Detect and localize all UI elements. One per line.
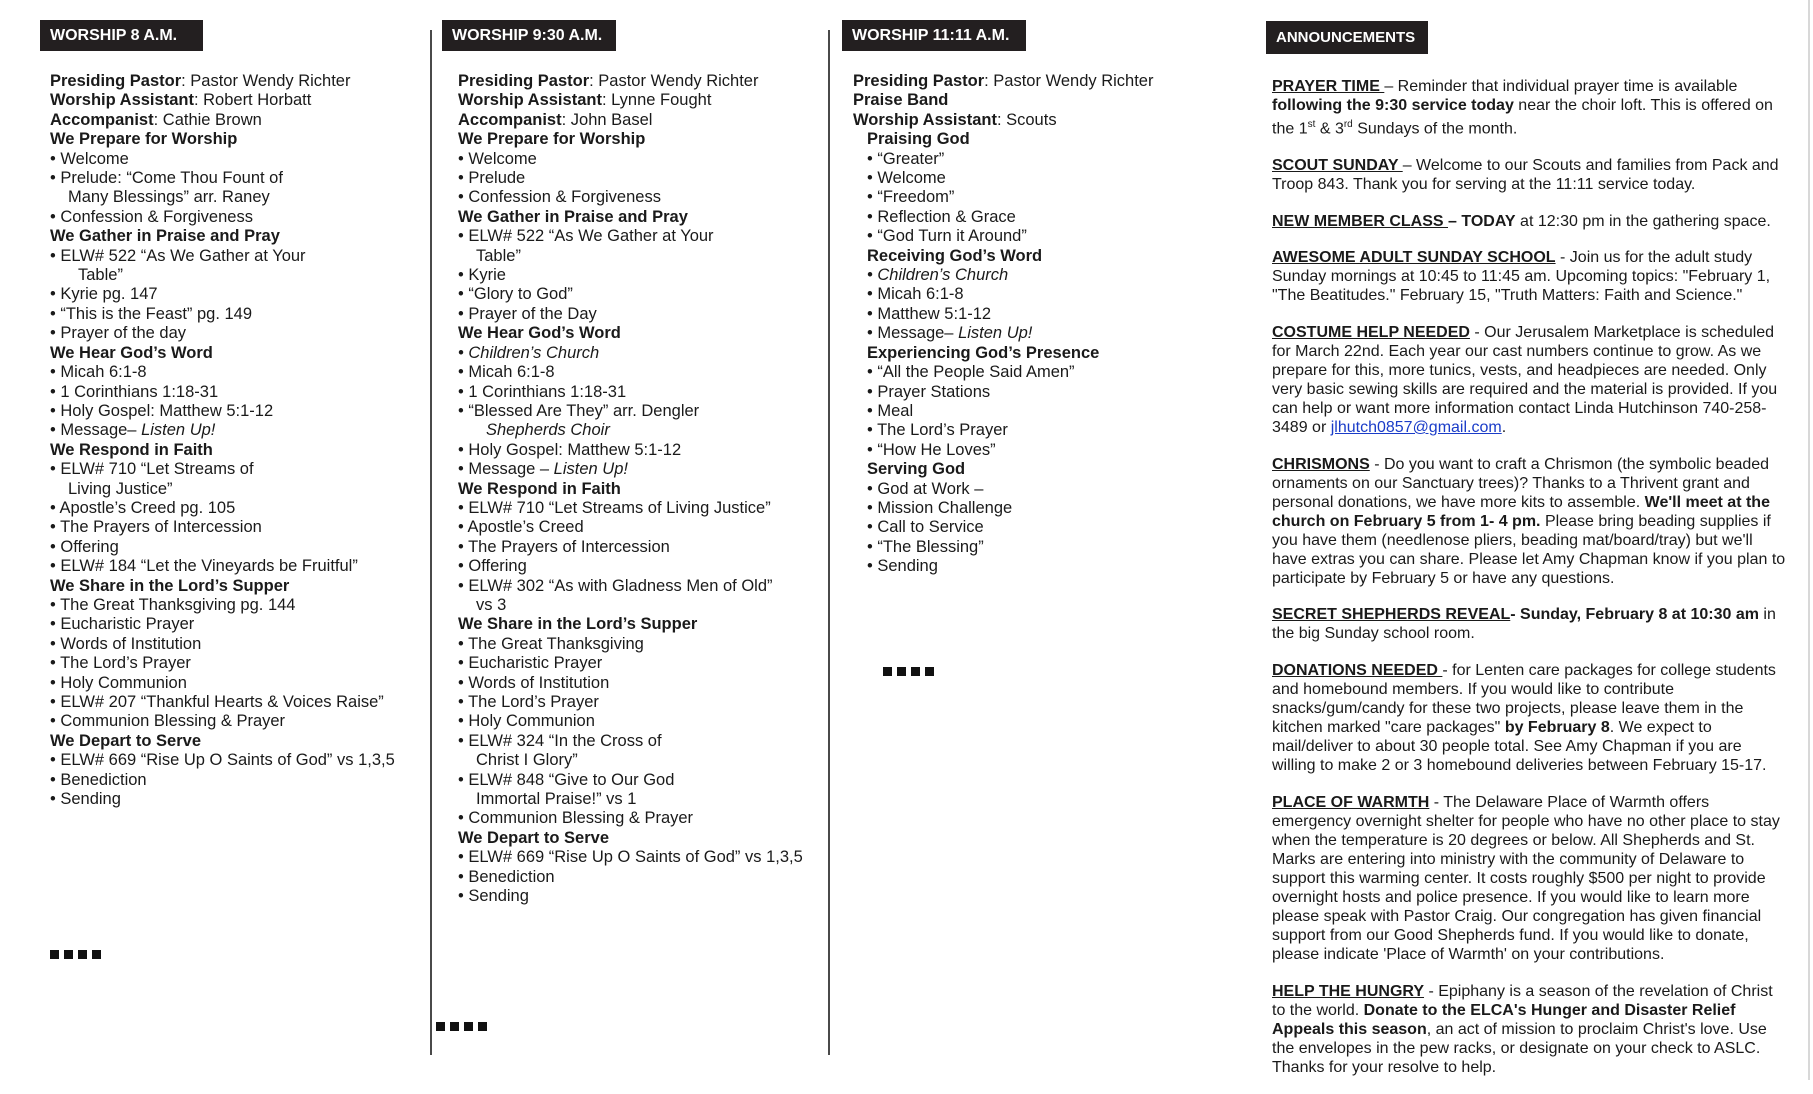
end-marker bbox=[883, 667, 934, 676]
section-title: We Depart to Serve bbox=[50, 731, 201, 750]
list-item-continued: Shepherds Choir bbox=[486, 421, 610, 440]
announcement-help-the-hungry: HELP THE HUNGRY - Epiphany is a season of the revelation of Christ to the world. Donate to the ELCA's Hunger and Disaster Relief Appeals this season, an act of mission to proclaim Christ's love. Use the envelopes in the pew racks, or designate on your check to ASLC. Thanks for your resolve to help. bbox=[1272, 982, 1773, 1076]
list-item: • Benediction bbox=[50, 770, 147, 789]
list-item: • The Prayers of Intercession bbox=[50, 518, 262, 537]
end-marker bbox=[50, 950, 101, 959]
list-item-continued: vs 3 bbox=[476, 595, 507, 614]
list-item: • Prayer Stations bbox=[867, 382, 991, 401]
section-title: We Hear God’s Word bbox=[458, 324, 621, 343]
announcement-prayer-time: PRAYER TIME – Reminder that individual prayer time is available following the 9:30 service today near the choir loft. This is offered on the 1st & 3rd Sundays of the month. bbox=[1272, 78, 1773, 138]
assistant-value: : Lynne Fought bbox=[601, 91, 712, 110]
column-divider bbox=[828, 30, 830, 1055]
praise-band-label: Praise Band bbox=[853, 91, 949, 110]
announcement-place-of-warmth: PLACE OF WARMTH - The Delaware Place of Warmth offers emergency overnight shelter for people who have no other place to stay when the temperature is 20 degrees or below. All Shepherds and St. Marks are entering into ministry with the community of Delaware to support this warming center. It costs roughly $500 per night to provide overnight hosts and police presence. If you would like to learn more please speak with Pastor Craig. Our congregation has given financial support from our Good Shepherds fund. If you would like to donate, please indicate 'Place of Warmth' on your contributions. bbox=[1272, 793, 1780, 964]
presiding-value: : Pastor Wendy Richter bbox=[181, 72, 351, 90]
section-title: We Depart to Serve bbox=[458, 828, 609, 847]
list-item: • Meal bbox=[867, 401, 914, 420]
list-item: • Kyrie pg. 147 bbox=[50, 285, 158, 304]
list-item: • ELW# 710 “Let Streams of Living Justice” bbox=[458, 498, 771, 517]
announcements-header: ANNOUNCEMENTS bbox=[1266, 21, 1428, 54]
list-item: • Communion Blessing & Prayer bbox=[458, 809, 694, 828]
list-item: • “How He Loves” bbox=[867, 440, 996, 459]
end-marker bbox=[436, 1022, 487, 1031]
list-item: • Mission Challenge bbox=[867, 498, 1013, 517]
list-item: • Children’s Church bbox=[867, 266, 1009, 285]
announcements-column bbox=[1272, 77, 1787, 1094]
list-item: • Confession & Forgiveness bbox=[50, 207, 253, 226]
list-item: • Holy Communion bbox=[50, 673, 187, 692]
assistant-label: Worship Assistant bbox=[458, 91, 602, 110]
presiding-value: : Pastor Wendy Richter bbox=[984, 72, 1154, 90]
list-item: • Offering bbox=[458, 557, 527, 576]
page-edge bbox=[1808, 0, 1810, 1080]
list-item: • Confession & Forgiveness bbox=[458, 188, 661, 207]
list-item: • “Greater” bbox=[867, 149, 945, 168]
list-item: • Call to Service bbox=[867, 518, 984, 537]
list-item: • God at Work – bbox=[867, 479, 984, 498]
presiding-label: Presiding Pastor bbox=[50, 72, 182, 90]
list-item: • Prelude: “Come Thou Fount of bbox=[50, 169, 283, 188]
list-item: • Eucharistic Prayer bbox=[458, 654, 603, 673]
list-item: • Holy Communion bbox=[458, 712, 595, 731]
announcement-secret-shepherds: SECRET SHEPHERDS REVEAL- Sunday, February 8 at 10:30 am in the big Sunday school room. bbox=[1272, 606, 1776, 643]
list-item: • Matthew 5:1-12 bbox=[867, 304, 992, 323]
section-title: Receiving God’s Word bbox=[867, 246, 1043, 265]
assistant-label: Worship Assistant bbox=[853, 110, 997, 129]
assistant-label: Worship Assistant bbox=[50, 91, 194, 110]
announcement-adult-sunday-school: AWESOME ADULT SUNDAY SCHOOL - Join us for the adult study Sunday mornings at 10:45 to 11:45 am. Upcoming topics: "February 1, "The Beatitudes." February 15, "Truth Matters: Faith and Science." bbox=[1272, 249, 1771, 305]
list-item: • Welcome bbox=[458, 149, 537, 168]
section-title: We Share in the Lord’s Supper bbox=[50, 576, 290, 595]
list-item: • ELW# 522 “As We Gather at Your bbox=[458, 227, 714, 246]
list-item: • Message– Listen Up! bbox=[867, 324, 1033, 343]
list-item: • Communion Blessing & Prayer bbox=[50, 712, 286, 731]
list-item: • Benediction bbox=[458, 867, 555, 886]
list-item: • Welcome bbox=[50, 149, 129, 168]
list-item: • Sending bbox=[867, 557, 938, 576]
email-link[interactable]: jlhutch0857@gmail.com bbox=[1330, 418, 1502, 436]
worship-930am-header: WORSHIP 9:30 A.M. bbox=[442, 20, 616, 51]
list-item: • “This is the Feast” pg. 149 bbox=[50, 304, 253, 323]
section-title: We Prepare for Worship bbox=[50, 130, 238, 149]
list-item: • Prayer of the Day bbox=[458, 304, 597, 323]
list-item: • Holy Gospel: Matthew 5:1-12 bbox=[50, 401, 274, 420]
list-item: • The Lord’s Prayer bbox=[867, 421, 1008, 440]
list-item: • Holy Gospel: Matthew 5:1-12 bbox=[458, 440, 682, 459]
list-item: • “Blessed Are They” arr. Dengler bbox=[458, 401, 700, 420]
list-item: • 1 Corinthians 1:18-31 bbox=[458, 382, 627, 401]
list-item: • The Great Thanksgiving pg. 144 bbox=[50, 595, 296, 614]
worship-930am-column bbox=[458, 72, 828, 906]
list-item: • The Lord’s Prayer bbox=[50, 654, 191, 673]
column-divider bbox=[430, 30, 432, 1055]
list-item: • Offering bbox=[50, 537, 119, 556]
accompanist-label: Accompanist bbox=[50, 110, 154, 129]
section-title: Praising God bbox=[867, 130, 970, 149]
list-item: • Children’s Church bbox=[458, 343, 600, 362]
list-item: • “Freedom” bbox=[867, 188, 955, 207]
presiding-value: : Pastor Wendy Richter bbox=[589, 72, 759, 90]
accompanist-label: Accompanist bbox=[458, 110, 562, 129]
list-item: • “The Blessing” bbox=[867, 537, 984, 556]
list-item: • ELW# 522 “As We Gather at Your bbox=[50, 246, 306, 265]
worship-1111am-header: WORSHIP 11:11 A.M. bbox=[842, 20, 1026, 51]
list-item: • Sending bbox=[458, 887, 529, 906]
list-item: • The Prayers of Intercession bbox=[458, 537, 670, 556]
list-item-continued: Immortal Praise!” vs 1 bbox=[476, 790, 637, 809]
section-title: We Gather in Praise and Pray bbox=[50, 227, 280, 246]
worship-8am-header: WORSHIP 8 A.M. bbox=[40, 20, 203, 51]
list-item: • Eucharistic Prayer bbox=[50, 615, 195, 634]
list-item: • ELW# 710 “Let Streams of bbox=[50, 460, 254, 479]
list-item: • “Glory to God” bbox=[458, 285, 573, 304]
worship-8am-column bbox=[50, 72, 420, 809]
list-item: • Sending bbox=[50, 790, 121, 809]
announcement-costume-help: COSTUME HELP NEEDED - Our Jerusalem Marketplace is scheduled for March 22nd. Each year our cast numbers continue to grow. As we prepare for this, more tunics, vests, and headpieces are needed. Only very basic sewing skills are required and the material is provided. If you can help or want more information contact Linda Hutchinson 740-258-3489 or jlhutch0857@gmail.com. bbox=[1272, 323, 1778, 436]
list-item: • Words of Institution bbox=[50, 634, 202, 653]
list-item: • ELW# 669 “Rise Up O Saints of God” vs 1,3,5 bbox=[50, 751, 395, 770]
section-title: We Hear God’s Word bbox=[50, 343, 213, 362]
list-item-continued: Living Justice” bbox=[68, 479, 173, 498]
section-title: Serving God bbox=[867, 460, 966, 479]
list-item: • Apostle’s Creed bbox=[458, 518, 584, 537]
list-item: • Reflection & Grace bbox=[867, 207, 1016, 226]
accompanist-value: : Cathie Brown bbox=[153, 110, 262, 129]
list-item-continued: Christ I Glory” bbox=[476, 751, 578, 770]
presiding-label: Presiding Pastor bbox=[458, 72, 590, 90]
list-item: • Prelude bbox=[458, 169, 526, 188]
list-item-continued: Table” bbox=[78, 266, 123, 285]
list-item: • Prayer of the day bbox=[50, 324, 187, 343]
section-title: We Prepare for Worship bbox=[458, 130, 646, 149]
list-item: • “God Turn it Around” bbox=[867, 227, 1027, 246]
list-item: • 1 Corinthians 1:18-31 bbox=[50, 382, 219, 401]
announcement-chrismons: CHRISMONS - Do you want to craft a Chrismon (the symbolic beaded ornaments on our Sanctuary trees)? Thanks to a Thrivent grant and personal donations, we have more kits to assemble. We'll meet at the church on February 5 from 1- 4 pm. Please bring beading supplies if you have them (needlenose pliers, beading mat/board/tray) but we'll have extras you can share. Please let Amy Chapman know if you plan to participate by February 5 or have any questions. bbox=[1272, 455, 1786, 587]
list-item: • The Great Thanksgiving bbox=[458, 634, 644, 653]
list-item: • Welcome bbox=[867, 169, 946, 188]
section-title: Experiencing God’s Presence bbox=[867, 343, 1100, 362]
assistant-value: : Scouts bbox=[996, 110, 1057, 129]
list-item: • Apostle’s Creed pg. 105 bbox=[50, 498, 236, 517]
list-item: • ELW# 669 “Rise Up O Saints of God” vs 1,3,5 bbox=[458, 848, 803, 867]
section-title: We Respond in Faith bbox=[458, 479, 621, 498]
list-item-continued: Many Blessings” arr. Raney bbox=[68, 188, 270, 207]
list-item: • Message– Listen Up! bbox=[50, 421, 216, 440]
presiding-label: Presiding Pastor bbox=[853, 72, 985, 90]
list-item: • Words of Institution bbox=[458, 673, 610, 692]
accompanist-value: : John Basel bbox=[561, 110, 653, 129]
section-title: We Share in the Lord’s Supper bbox=[458, 615, 698, 634]
assistant-value: : Robert Horbatt bbox=[193, 91, 312, 110]
list-item: • ELW# 848 “Give to Our God bbox=[458, 770, 675, 789]
section-title: We Gather in Praise and Pray bbox=[458, 207, 688, 226]
list-item: • Kyrie bbox=[458, 266, 506, 285]
announcement-new-member-class: NEW MEMBER CLASS – TODAY at 12:30 pm in the gathering space. bbox=[1272, 212, 1771, 230]
list-item: • Micah 6:1-8 bbox=[50, 363, 147, 382]
list-item: • Micah 6:1-8 bbox=[458, 363, 555, 382]
list-item: • ELW# 302 “As with Gladness Men of Old” bbox=[458, 576, 773, 595]
list-item: • Message – Listen Up! bbox=[458, 460, 628, 479]
list-item: • ELW# 184 “Let the Vineyards be Fruitful” bbox=[50, 557, 358, 576]
list-item: • The Lord’s Prayer bbox=[458, 693, 599, 711]
list-item: • ELW# 324 “In the Cross of bbox=[458, 731, 662, 750]
list-item: • ELW# 207 “Thankful Hearts & Voices Raise” bbox=[50, 693, 384, 711]
worship-1111am-column bbox=[853, 72, 1243, 577]
list-item: • Micah 6:1-8 bbox=[867, 285, 964, 304]
announcement-donations-needed: DONATIONS NEEDED - for Lenten care packages for college students and homebound members. If you would like to contribute snacks/gum/candy for these two projects, please leave them in the kitchen marked "care packages" by February 8. We expect to mail/deliver to about 30 people total. See Amy Chapman if you are willing to make 2 or 3 homebound deliveries between February 15-17. bbox=[1272, 661, 1776, 775]
list-item-continued: Table” bbox=[476, 246, 521, 265]
list-item: • “All the People Said Amen” bbox=[867, 363, 1075, 382]
section-title: We Respond in Faith bbox=[50, 440, 213, 459]
announcement-scout-sunday: SCOUT SUNDAY – Welcome to our Scouts and families from Pack and Troop 843. Thank you for serving at the 11:11 service today. bbox=[1272, 156, 1779, 194]
